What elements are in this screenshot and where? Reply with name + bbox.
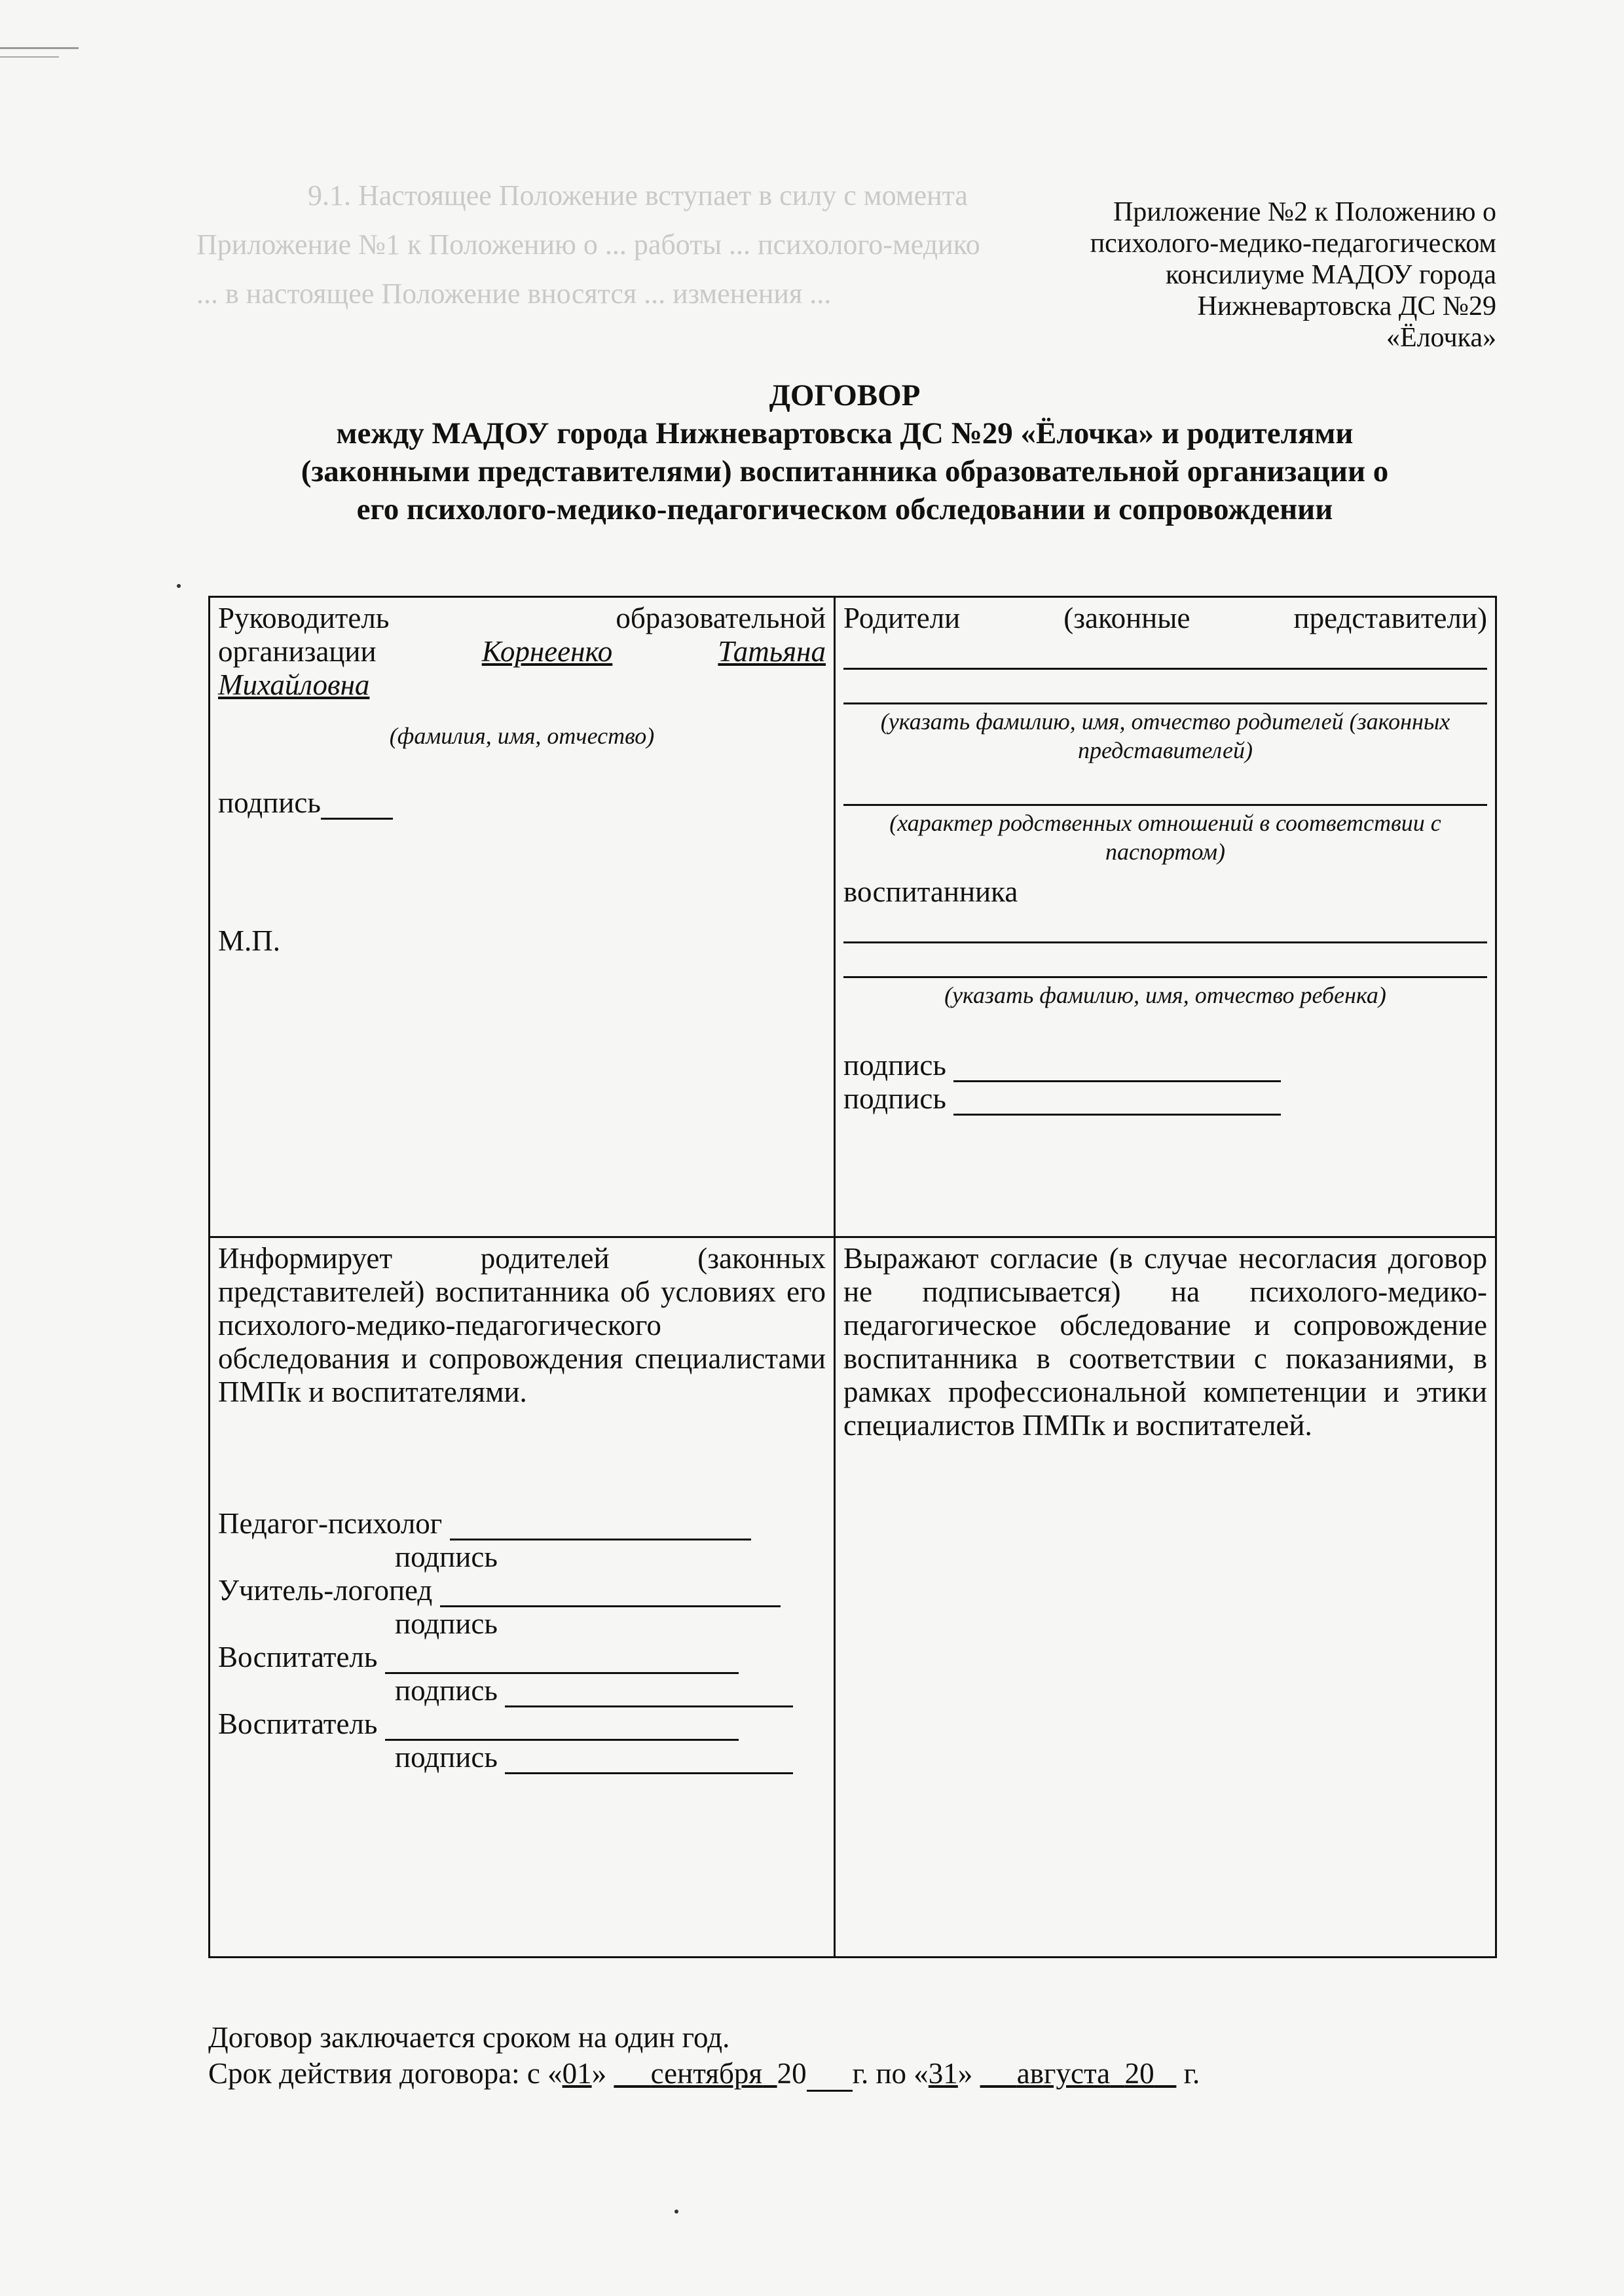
signature-field[interactable] (450, 1510, 751, 1540)
head-first-name: Татьяна (718, 635, 826, 668)
signature-field[interactable] (505, 1743, 793, 1774)
stamp-label: М.П. (218, 924, 281, 957)
signature-caption: подпись (395, 1741, 498, 1774)
contract-term (208, 2020, 1518, 2092)
fio-hint: (фамилия, имя, отчество) (389, 723, 655, 749)
signature-field[interactable] (321, 789, 393, 820)
scan-speck (674, 2210, 678, 2214)
title-line: между МАДОУ города Нижневартовска ДС №29 «Ёлочка» и родителями (336, 416, 1354, 450)
year-field[interactable] (807, 2061, 853, 2092)
inform-text: Информирует родителей (законных представителей) воспитанника об условиях его психолого-медико-педагогического обследования и сопровождения специалистами ПМПк и воспитателями. (218, 1242, 826, 1408)
signature-caption: подпись (395, 1607, 498, 1640)
end-month: августа (1016, 2057, 1111, 2090)
appendix-line: Приложение №2 к Положению о (1113, 197, 1496, 227)
parent-name-field[interactable] (843, 670, 1487, 704)
signature-caption-line (218, 1674, 826, 1707)
year-prefix: 20 (777, 2057, 807, 2090)
validity-text: Срок действия договора: с « (208, 2057, 563, 2090)
parent-signature-line (843, 1049, 1487, 1082)
validity-text: г. по « (852, 2057, 929, 2090)
relation-field[interactable] (843, 771, 1487, 806)
end-day[interactable]: 31 (928, 2057, 958, 2090)
head-word: организации (218, 635, 377, 668)
head-title-line (218, 602, 826, 635)
start-day[interactable]: 01 (562, 2057, 592, 2090)
specialist-label: Педагог-психолог (218, 1507, 443, 1540)
signature-caption: подпись (395, 1674, 498, 1707)
parents-word: представители) (1293, 602, 1487, 634)
signature-label: подпись (843, 1082, 946, 1115)
signature-field[interactable] (505, 1677, 793, 1707)
specialist-label: Воспитатель (218, 1707, 378, 1740)
child-name-field[interactable] (843, 909, 1487, 943)
signature-caption: подпись (395, 1540, 498, 1573)
appendix-line: «Ёлочка» (1386, 323, 1496, 353)
signature-label: подпись (843, 1049, 946, 1082)
year-suffix: г. (1183, 2057, 1200, 2090)
bleed-through-text: Приложение №1 к Положению о ... работы ... психолого-медико (196, 228, 980, 261)
signature-field[interactable] (385, 1710, 739, 1741)
appendix-line: психолого-медико-педагогическом (1090, 228, 1496, 259)
psychologist-line (218, 1507, 826, 1540)
parent-name-field[interactable] (843, 635, 1487, 670)
contract-table (208, 596, 1497, 1958)
validity-text: » (591, 2057, 607, 2090)
title-heading: ДОГОВОР (769, 378, 921, 412)
validity-text: » (957, 2057, 973, 2090)
parents-title-line (843, 602, 1487, 635)
signature-field[interactable] (440, 1576, 781, 1607)
head-patronymic: Михайловна (218, 668, 370, 701)
parents-word: Родители (843, 602, 961, 634)
signature-field[interactable] (953, 1085, 1281, 1116)
head-name-line (218, 635, 826, 668)
specialist-label: Учитель-логопед (218, 1574, 433, 1607)
child-hint: (указать фамилию, имя, отчество ребенка) (944, 982, 1386, 1008)
scan-speck (177, 584, 181, 588)
validity-line (208, 2056, 1518, 2092)
parents-hint: (указать фамилию, имя, отчество родителей (законных представителей) (880, 708, 1450, 763)
signature-field[interactable] (385, 1643, 739, 1674)
educator-line (218, 1641, 826, 1674)
term-line: Договор заключается сроком на один год. (208, 2021, 730, 2054)
appendix-line: Нижневартовска ДС №29 (1197, 291, 1496, 321)
title-line: (законными представителями) воспитанника образовательной организации о (301, 454, 1389, 488)
bleed-through-text: ... в настоящее Положение вносятся ... изменения ... (196, 278, 832, 310)
signature-caption-line (218, 1741, 826, 1774)
head-surname: Корнеенко (481, 635, 613, 668)
parent-signature-line (843, 1082, 1487, 1116)
consent-cell (835, 1237, 1496, 1958)
educator-line (218, 1707, 826, 1741)
end-month-field[interactable] (980, 2057, 1177, 2090)
relation-hint: (характер родственных отношений в соответствии с паспортом) (889, 810, 1441, 865)
appendix-line: консилиуме МАДОУ города (1166, 260, 1496, 290)
speech-therapist-line (218, 1574, 826, 1607)
head-word: образовательной (616, 602, 826, 634)
signature-label: подпись (218, 786, 321, 819)
scan-edge-mark (0, 56, 59, 58)
child-name-field[interactable] (843, 943, 1487, 978)
head-word: Руководитель (218, 602, 390, 634)
document-title (196, 376, 1493, 528)
specialist-label: Воспитатель (218, 1641, 378, 1673)
pupil-label: воспитанника (843, 875, 1018, 908)
bleed-through-text: 9.1. Настоящее Положение вступает в силу с момента (308, 179, 968, 211)
start-month: сентября (650, 2057, 763, 2090)
signature-field[interactable] (953, 1051, 1281, 1082)
parents-cell (835, 597, 1496, 1237)
start-month-field[interactable] (614, 2057, 777, 2090)
consent-text: Выражают согласие (в случае несогласия договор не подписывается) на психолого-медико-педагогическое обследование и сопровождение воспитанника в соответствии с показаниями, в рамках профессиональной компетенции и этики специалистов ПМПк и воспитателей. (843, 1242, 1487, 1442)
appendix-reference (972, 196, 1496, 354)
year-prefix: 20 (1124, 2057, 1154, 2090)
parents-word: (законные (1063, 602, 1190, 634)
title-line: его психолого-медико-педагогическом обследовании и сопровождении (356, 492, 1333, 526)
head-patronymic-line (218, 668, 826, 702)
head-cell (210, 597, 835, 1237)
scan-edge-mark (0, 47, 79, 49)
head-signature-line (218, 786, 826, 820)
specialists-cell (210, 1237, 835, 1958)
